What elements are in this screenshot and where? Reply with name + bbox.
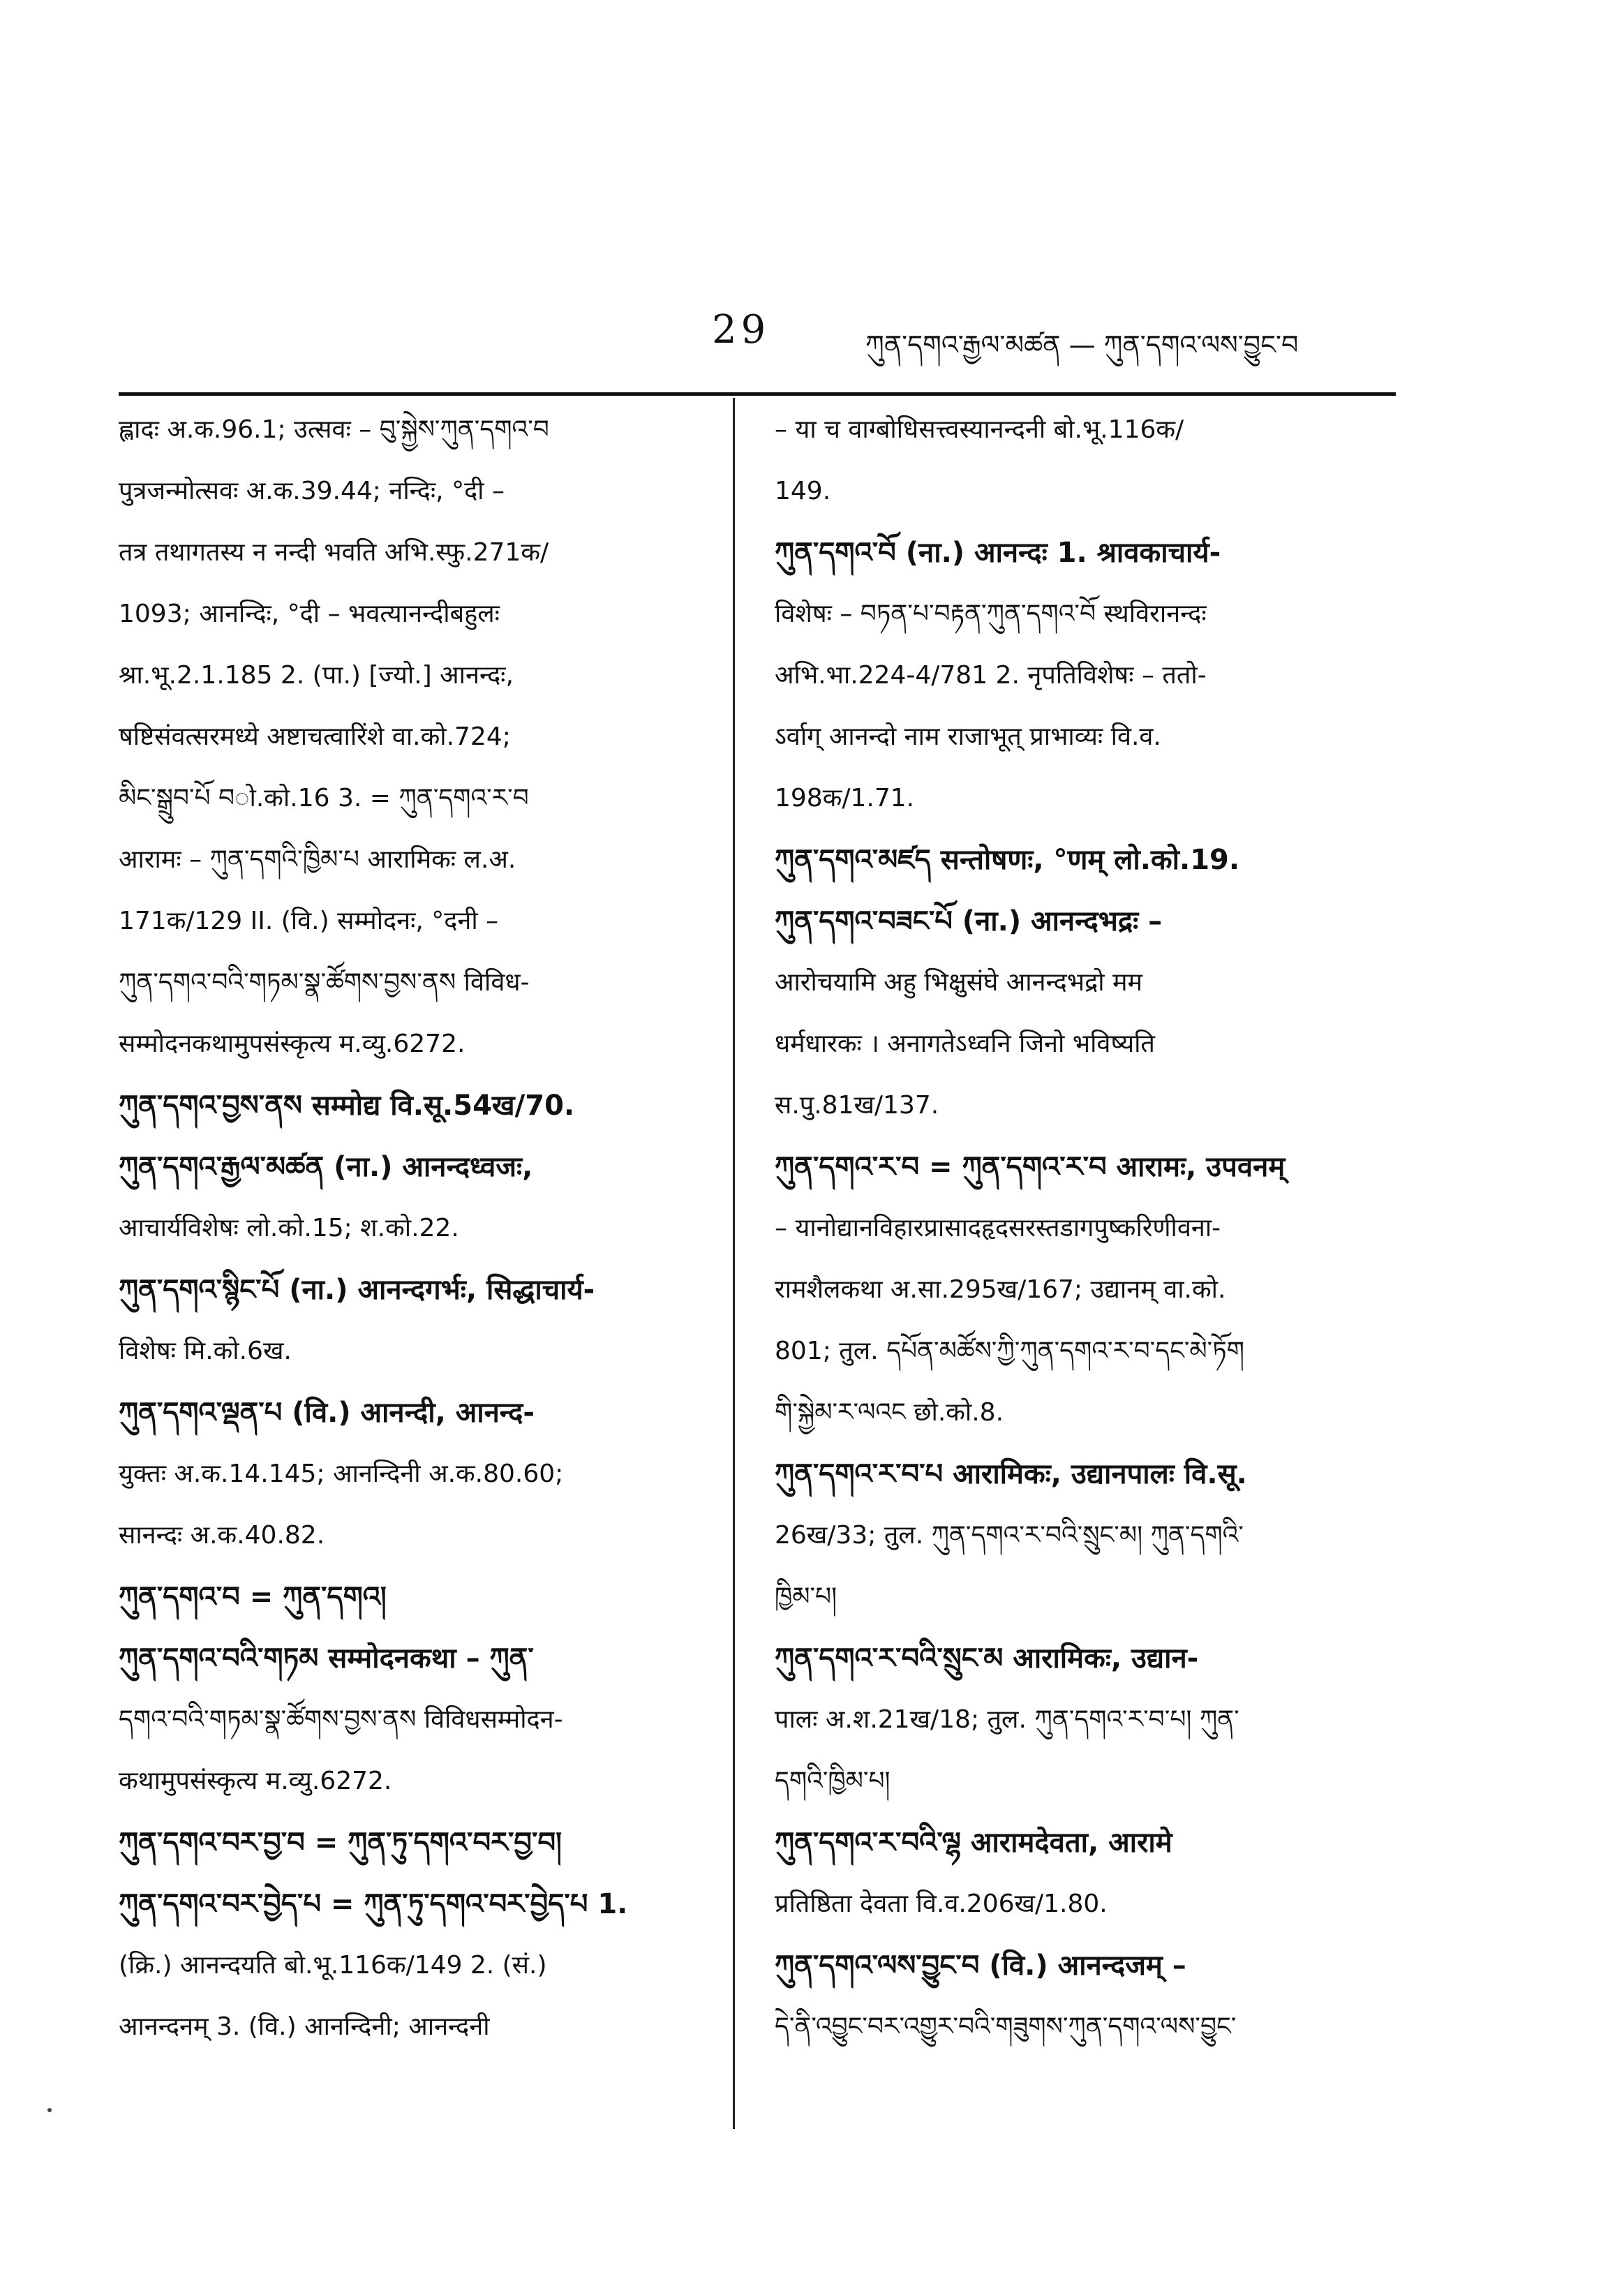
running-head: ཀུན་དགའ་རྒྱལ་མཚན — ཀུན་དགའ་ལས་བྱུང་བ: [865, 329, 1299, 360]
headword-line: ཀུན་དགའ་ར་བའི་ལྷ आरामदेवता, आरामे: [775, 1827, 1172, 1859]
entry-line: – या च वाग्बोधिसत्त्वस्यानन्दनी बो.भू.116क/: [775, 415, 1184, 444]
entry-line: स.पु.81ख/137.: [775, 1091, 939, 1120]
entry-line: आचार्यविशेषः लो.को.15; श.को.22.: [119, 1214, 459, 1242]
entry-line: षष्टिसंवत्सरमध्ये अष्टाचत्वारिंशे वा.को.724;: [119, 722, 511, 751]
entry-line: आरोचयामि अहु भिक्षुसंघे आनन्दभद्रो मम: [775, 968, 1143, 997]
entry-line: रामशैलकथा अ.सा.295ख/167; उद्यानम् वा.को.: [775, 1275, 1226, 1304]
entry-line: 1093; आनन्दिः, °दी – भवत्यानन्दीबहुलः: [119, 600, 500, 628]
entry-line: ऽर्वाग् आनन्दो नाम राजाभूत् प्राभाव्यः वि.व.: [775, 722, 1161, 751]
headword-line: ཀུན་དགའ་བའི་གཏམ सम्मोदनकथा – ཀུན་: [119, 1642, 534, 1675]
entry-line: प्रतिष्ठिता देवता वि.व.206ख/1.80.: [775, 1890, 1108, 1918]
entry-line: མིང་སྒྲུབ་པོ བो.को.16 3. = ཀུན་དགའ་ར་བ: [119, 784, 529, 812]
entry-line: धर्मधारकः । अनागतेऽध्वनि जिनो भविष्यति: [775, 1030, 1155, 1058]
headword-line: ཀུན་དགའ་རྒྱལ་མཚན (ना.) आनन्दध्वजः,: [119, 1151, 533, 1183]
right-column: [775, 405, 1375, 2063]
entry-line: ཁྱིམ་པ།: [775, 1582, 837, 1611]
page-number: 29: [712, 307, 770, 353]
entry-line: पुत्रजन्मोत्सवः अ.क.39.44; नन्दिः, °दी –: [119, 477, 505, 505]
headword-line: ཀུན་དགའ་བར་བྱེད་པ = ཀུན་ཏུ་དགའ་བར་བྱེད་པ 1.: [119, 1888, 628, 1920]
entry-line: དགའི་ཁྱིམ་པ།: [775, 1767, 891, 1795]
entry-line: ཀུན་དགའ་བའི་གཏམ་སྣ་ཚོགས་བྱས་ནས विविध-: [119, 968, 530, 997]
entry-line: – यानोद्यानविहारप्रासादहृदसरस्तडागपुष्करिणीवना-: [775, 1214, 1221, 1242]
entry-line: आनन्दनम् 3. (वि.) आनन्दिनी; आनन्दनी: [119, 2012, 490, 2041]
entry-line: कथामुपसंस्कृत्य म.व्यु.6272.: [119, 1767, 392, 1795]
entry-line: युक्तः अ.क.14.145; आनन्दिनी अ.क.80.60;: [119, 1460, 564, 1488]
headword-line: ཀུན་དགའ་ལས་བྱུང་བ (वि.) आनन्दजम् –: [775, 1950, 1186, 1982]
entry-line: 149.: [775, 477, 831, 505]
entry-line: གི་སྐྱེམ་ར་ལའང छो.को.8.: [775, 1398, 1004, 1427]
entry-line: पालः अ.श.21ख/18; तुल. ཀུན་དགའ་ར་བ་པ། ཀུན་: [775, 1705, 1239, 1734]
headword-line: ཀུན་དགའ་ར་བ = ཀུན་དགའ་ར་བ आरामः, उपवनम्: [775, 1151, 1286, 1183]
headword-line: ཀུན་དགའ་སྙིང་པོ (ना.) आनन्दगर्भः, सिद्धाचार्य-: [119, 1274, 595, 1306]
entry-line: विशेषः – བཏན་པ་བརྟན་ཀུན་དགའ་བོ स्थविरानन्दः: [775, 600, 1207, 628]
entry-line: དེ་ནི་འབྱུང་བར་འགྱུར་བའི་གཟུགས་ཀུན་དགའ་ལས་བྱུང་: [775, 2012, 1237, 2041]
headword-line: ཀུན་དགའ་བཟང་པོ (ना.) आनन्दभद्रः –: [775, 905, 1163, 937]
entry-line: सानन्दः अ.क.40.82.: [119, 1521, 325, 1550]
entry-line: आरामः – ཀུན་དགའི་ཁྱིམ་པ आरामिकः ल.अ.: [119, 845, 516, 874]
entry-line: (क्रि.) आनन्दयति बो.भू.116क/149 2. (सं.): [119, 1951, 547, 1980]
entry-line: 198क/1.71.: [775, 784, 915, 812]
entry-line: 171क/129 II. (वि.) सम्मोदनः, °दनी –: [119, 907, 499, 935]
header-rule: [119, 392, 1396, 396]
headword-line: ཀུན་དགའ་བ = ཀུན་དགའ།: [119, 1581, 387, 1613]
entry-line: अभि.भा.224-4/781 2. नृपतिविशेषः – ततो-: [775, 661, 1207, 690]
entry-line: ह्लादः अ.क.96.1; उत्सवः – བུ་སྐྱེས་ཀུན་དགའ་བ: [119, 415, 549, 444]
headword-line: ཀུན་དགའ་མཛད सन्तोषणः, °णम् लो.को.19.: [775, 844, 1240, 876]
entry-line: 26ख/33; तुल. ཀུན་དགའ་ར་བའི་སྲུང་མ། ཀུན་དགའི་: [775, 1521, 1244, 1550]
entry-line: 801; तुल. དཔོན་མཚོས་ཀྱི་ཀུན་དགའ་ར་བ་དང་མེ་ཏོག: [775, 1337, 1245, 1365]
headword-line: ཀུན་དགའ་ར་བའི་སྲུང་མ आरामिकः, उद्यान-: [775, 1642, 1199, 1675]
headword-line: ཀུན་དགའ་བོ (ना.) आनन्दः 1. श्रावकाचार्य-: [775, 537, 1221, 569]
headword-line: ཀུན་དགའ་ལྡན་པ (वि.) आनन्दी, आनन्द-: [119, 1397, 535, 1429]
headword-line: ཀུན་དགའ་བར་བྱ་བ = ཀུན་ཏུ་དགའ་བར་བྱ་བ།: [119, 1827, 562, 1859]
headword-line: ཀུན་དགའ་ར་བ་པ आरामिकः, उद्यानपालः वि.सू.: [775, 1458, 1247, 1490]
entry-line: श्रा.भू.2.1.185 2. (पा.) [ज्यो.] आनन्दः,: [119, 661, 514, 690]
column-divider: [733, 398, 735, 2129]
entry-line: तत्र तथागतस्य न नन्दी भवति अभि.स्फु.271क/: [119, 538, 549, 567]
entry-line: विशेषः मि.को.6ख.: [119, 1337, 292, 1365]
entry-line: सम्मोदनकथामुपसंस्कृत्य म.व्यु.6272.: [119, 1030, 465, 1058]
scan-speck: [47, 2108, 52, 2112]
entry-line: དགའ་བའི་གཏམ་སྣ་ཚོགས་བྱས་ནས विविधसम्मोदन-: [119, 1705, 563, 1734]
headword-line: ཀུན་དགའ་བྱས་ནས सम्मोद्य वि.सू.54ख/70.: [119, 1090, 575, 1122]
left-column: [119, 405, 719, 2063]
